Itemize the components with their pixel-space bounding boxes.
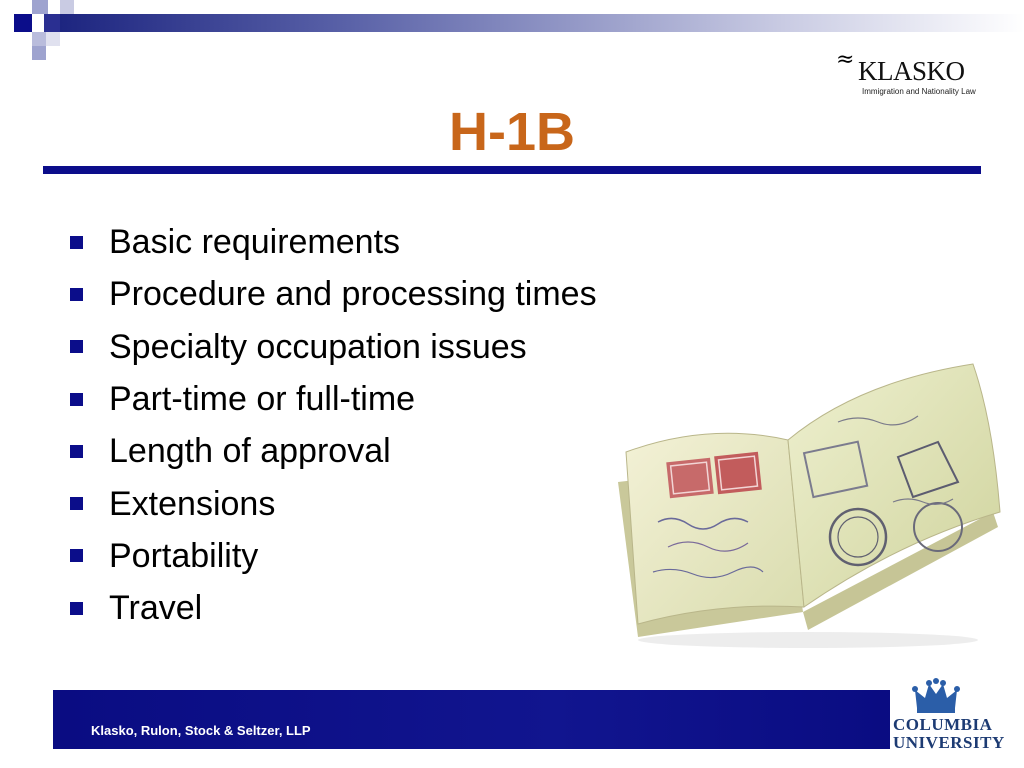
bullet-text: Length of approval <box>109 432 391 471</box>
square-bullet-icon <box>70 340 83 353</box>
list-item <box>70 373 597 425</box>
list-item <box>70 425 597 477</box>
klasko-logo-name: KLASKO <box>858 56 965 86</box>
square-bullet-icon <box>70 445 83 458</box>
columbia-logo <box>893 678 1005 754</box>
bullet-text: Part-time or full-time <box>109 380 416 419</box>
bullet-text: Basic requirements <box>109 223 401 262</box>
square-bullet-icon <box>70 602 83 615</box>
footer-firm-name: Klasko, Rulon, Stock & Seltzer, LLP <box>91 723 311 738</box>
bullet-text: Portability <box>109 536 259 575</box>
passport-icon <box>608 362 1004 650</box>
square-bullet-icon <box>70 288 83 301</box>
title-divider <box>43 166 981 174</box>
list-item <box>70 321 597 373</box>
top-gradient-bar <box>60 14 1024 32</box>
klasko-logo <box>836 47 986 100</box>
crown-icon <box>911 678 961 716</box>
bullet-text: Procedure and processing times <box>109 275 597 314</box>
list-item <box>70 216 597 268</box>
columbia-name: COLUMBIA <box>893 715 993 734</box>
list-item <box>70 530 597 582</box>
bullet-text: Extensions <box>109 484 276 523</box>
list-item <box>70 268 597 320</box>
klasko-wave-mark: ≈ <box>836 47 855 72</box>
square-bullet-icon <box>70 497 83 510</box>
bullet-list <box>70 216 597 634</box>
university-name: UNIVERSITY <box>893 733 1005 752</box>
bullet-text: Specialty occupation issues <box>109 327 527 366</box>
slide-title: H-1B <box>448 102 575 162</box>
square-bullet-icon <box>70 236 83 249</box>
klasko-logo-tagline: Immigration and Nationality Law <box>862 87 976 96</box>
corner-decoration <box>0 0 90 64</box>
list-item <box>70 477 597 529</box>
square-bullet-icon <box>70 549 83 562</box>
square-bullet-icon <box>70 393 83 406</box>
list-item <box>70 582 597 634</box>
footer-bar <box>53 690 890 749</box>
bullet-text: Travel <box>109 589 203 628</box>
